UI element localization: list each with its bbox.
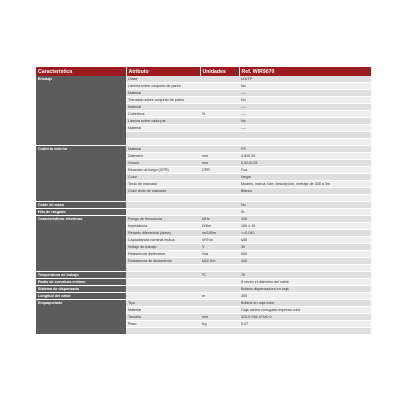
unit-cell: mm [200,153,239,160]
unit-cell [200,90,239,97]
attribute-cell [126,328,200,335]
table-row [36,209,371,216]
table-header-row [36,67,371,76]
attribute-cell: Resistencia de aislamiento [126,258,200,265]
attribute-cell [126,286,200,293]
spec-sheet [36,67,371,335]
value-cell: ---- [239,111,371,118]
unit-cell [200,202,239,209]
unit-cell [200,279,239,286]
unit-cell: ºC [200,272,239,279]
category-cell: Cable de masa [36,202,126,209]
unit-cell [200,307,239,314]
value-cell: Bobina dispensadora en caja [239,286,371,293]
attribute-cell: Retardo diferencial (skew) [126,230,200,237]
value-cell: No [239,202,371,209]
table-body [36,76,371,335]
unit-cell: mm [200,160,239,167]
category-cell: Cubierta exterior [36,146,126,202]
attribute-cell [126,132,200,139]
unit-cell: MHz [200,216,239,223]
value-cell [239,132,371,139]
unit-cell: m [200,293,239,300]
value-cell: U/UTP [239,76,371,83]
unit-cell: CPR [200,167,239,174]
unit-cell: nF/Km [200,237,239,244]
attribute-cell [126,279,200,286]
unit-cell [200,125,239,132]
value-cell: No [239,118,371,125]
attribute-cell: Material [126,307,200,314]
attribute-cell: Cobertura [126,111,200,118]
attribute-cell: Material [126,146,200,153]
unit-cell [200,195,239,202]
table-row [36,216,371,223]
value-cell: Fca [239,167,371,174]
table-row [36,272,371,279]
value-cell: ---- [239,90,371,97]
unit-cell [200,265,239,272]
value-cell: ---- [239,104,371,111]
header-unidades: Unidades [200,67,239,76]
unit-cell: ns/100m [200,230,239,237]
unit-cell [200,97,239,104]
attribute-cell: Resistencia dieléctrica [126,251,200,258]
value-cell [239,265,371,272]
header-atributo: Atributo [126,67,200,76]
value-cell: 100 [239,258,371,265]
unit-cell: Kg [200,321,239,328]
value-cell: 325.0*260.0*340.0 [239,314,371,321]
value-cell [239,139,371,146]
category-cell: Empaquetado [36,300,126,335]
unit-cell [200,209,239,216]
value-cell: 8 veces el diámetro del cable [239,279,371,286]
value-cell: 305 [239,293,371,300]
attribute-cell: Rango de frecuencia [126,216,200,223]
attribute-cell: Lámina sobre conjunto de pares [126,83,200,90]
attribute-cell: Clase [126,76,200,83]
value-cell: ---- [239,125,371,132]
attribute-cell: Material [126,90,200,97]
value-cell: 75 [239,272,371,279]
value-cell: No [239,97,371,104]
attribute-cell: Color texto de marcado [126,188,200,195]
value-cell: 9.07 [239,321,371,328]
table-row [36,286,371,293]
value-cell: 4.5±0.20 [239,153,371,160]
attribute-cell: Tamaño [126,314,200,321]
unit-cell [200,300,239,307]
value-cell: Modelo, marca, lote, descripción, metraje de 305 a 0m [239,181,371,188]
value-cell: 0.52±0.05 [239,160,371,167]
value-cell: Blanco [239,188,371,195]
unit-cell [200,83,239,90]
unit-cell [200,286,239,293]
unit-cell: MΩ/ Km [200,258,239,265]
attribute-cell [126,209,200,216]
attribute-cell [126,202,200,209]
attribute-cell [126,265,200,272]
category-cell: Hilo de rasgado [36,209,126,216]
unit-cell [200,132,239,139]
attribute-cell [126,293,200,300]
header-caracteristica: Característica [36,67,126,76]
value-cell: 500 [239,251,371,258]
value-cell: Negro [239,174,371,181]
unit-cell [200,146,239,153]
attribute-cell [126,272,200,279]
value-cell: No [239,83,371,90]
value-cell: 100 ± 15 [239,223,371,230]
attribute-cell: Reacción al fuego (CPR) [126,167,200,174]
attribute-cell: Color [126,174,200,181]
table-row [36,146,371,153]
value-cell: Bobina en caja color [239,300,371,307]
value-cell: PE [239,146,371,153]
unit-cell: Vca [200,251,239,258]
value-cell: Caja cartón corrugado impresa color [239,307,371,314]
unit-cell [200,188,239,195]
spec-table [36,67,372,335]
attribute-cell: Material [126,104,200,111]
attribute-cell [126,139,200,146]
unit-cell [200,139,239,146]
unit-cell [200,174,239,181]
unit-cell: Ω/Km [200,223,239,230]
table-row [36,293,371,300]
attribute-cell: Tipo [126,300,200,307]
attribute-cell: Texto de marcado [126,181,200,188]
value-cell: 100 [239,216,371,223]
attribute-cell: Lámina sobre cada par [126,118,200,125]
category-cell: Radio de curvatura mínimo [36,279,126,286]
value-cell [239,195,371,202]
attribute-cell: Capacitancia nominal mutua [126,237,200,244]
unit-cell [200,328,239,335]
unit-cell: % [200,111,239,118]
unit-cell [200,118,239,125]
category-cell: Sistema de dispensado [36,286,126,293]
value-cell [239,328,371,335]
value-cell: ≤56 [239,237,371,244]
attribute-cell: Voltaje de trabajo [126,244,200,251]
attribute-cell: Peso [126,321,200,328]
category-cell: Características eléctricas [36,216,126,272]
unit-cell [200,104,239,111]
category-cell: Longitud del cable [36,293,126,300]
value-cell: 30 [239,244,371,251]
value-cell: >=0.045 [239,230,371,237]
attribute-cell: Material [126,125,200,132]
attribute-cell: Grosor [126,160,200,167]
category-cell: Temperatura de trabajo [36,272,126,279]
unit-cell: mm [200,314,239,321]
attribute-cell: Diámetro [126,153,200,160]
header-referencia: Ref. WIR9070 [239,67,371,76]
table-row [36,300,371,307]
table-row [36,202,371,209]
attribute-cell: Impedancia [126,223,200,230]
unit-cell [200,181,239,188]
unit-cell: V [200,244,239,251]
table-row [36,279,371,286]
attribute-cell: Trenzado sobre conjunto de pares [126,97,200,104]
value-cell: Si [239,209,371,216]
category-cell: Blindaje [36,76,126,146]
attribute-cell [126,195,200,202]
